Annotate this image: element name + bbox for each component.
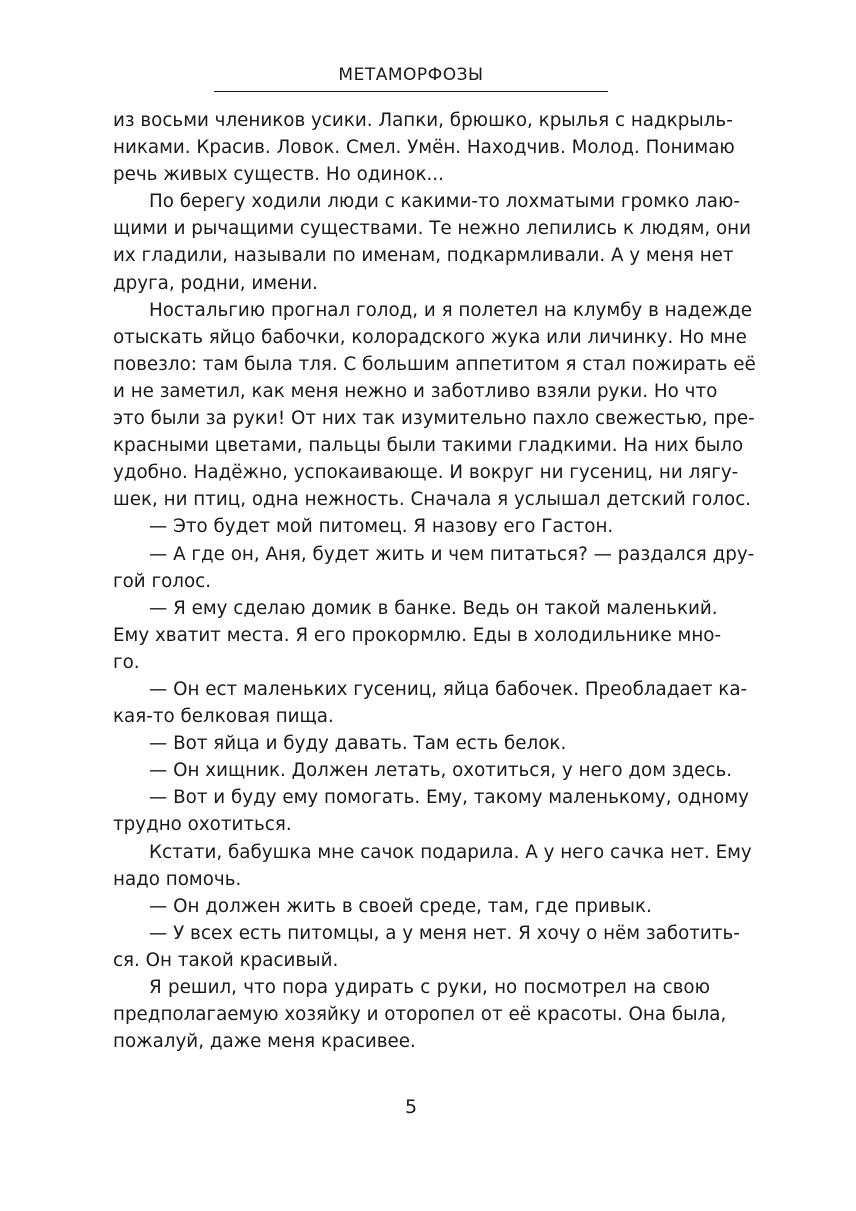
text-line: повезло: там была тля. С большим аппетитом я стал пожирать её [113, 353, 756, 375]
text-line: гой голос. [113, 570, 212, 592]
text-line: речь живых существ. Но одинок... [113, 164, 444, 186]
page-number: 5 [404, 1096, 418, 1118]
text-line: удобно. Надёжно, успокаивающе. И вокруг ни гусениц, ни лягу- [113, 462, 739, 484]
text-line: щими и рычащими существами. Те нежно лепились к людям, они [113, 218, 752, 240]
text-line: — А где он, Аня, будет жить и чем питаться? — раздался дру- [149, 543, 755, 565]
text-line: — Он ест маленьких гусениц, яйца бабочек. Преобладает ка- [149, 678, 748, 700]
header-rule [214, 91, 608, 92]
text-line: это были за руки! От них так изумительно пахло свежестью, пре- [113, 408, 755, 430]
text-line: Кстати, бабушка мне сачок подарила. А у него сачка нет. Ему [149, 841, 752, 863]
text-line: отыскать яйцо бабочки, колорадского жука или личинку. Но мне [113, 326, 747, 348]
text-line: друга, родни, имени. [113, 272, 318, 294]
text-line: Ему хватит места. Я его прокормлю. Еды в холодильнике мно- [113, 624, 722, 646]
text-line: По берегу ходили люди с какими-то лохматыми громко лаю- [149, 191, 740, 213]
text-line: трудно охотиться. [113, 814, 292, 836]
text-line: ся. Он такой красивый. [113, 949, 339, 971]
text-line: — У всех есть питомцы, а у меня нет. Я хочу о нём заботить- [149, 922, 740, 944]
text-line: — Вот и буду ему помогать. Ему, такому маленькому, одному [149, 787, 749, 809]
text-line: — Это будет мой питомец. Я назову его Гастон. [149, 516, 614, 538]
text-line: — Вот яйца и буду давать. Там есть белок. [149, 733, 567, 755]
text-line: надо помочь. [113, 868, 242, 890]
text-line: и не заметил, как меня нежно и заботливо взяли руки. Но что [113, 380, 718, 402]
text-line: предполагаемую хозяйку и оторопел от её красоты. Она была, [113, 1004, 727, 1026]
text-line: пожалуй, даже меня красивее. [113, 1031, 416, 1053]
text-line: кая-то белковая пища. [113, 706, 334, 728]
text-line: — Он хищник. Должен летать, охотиться, у него дом здесь. [149, 760, 733, 782]
text-line: Ностальгию прогнал голод, и я полетел на клумбу в надежде [149, 299, 753, 321]
body-text [113, 107, 756, 1055]
text-line: никами. Красив. Ловок. Смел. Умён. Находчив. Молод. Понимаю [113, 137, 735, 159]
text-line: Я решил, что пора удирать с руки, но посмотрел на свою [149, 977, 710, 998]
text-line: — Он должен жить в своей среде, там, где привык. [149, 895, 652, 917]
text-line: го. [113, 651, 140, 673]
running-title: МЕТАМОРФОЗЫ [338, 65, 484, 85]
text-line: из восьми члеников усики. Лапки, брюшко, крылья с надкрыль- [113, 110, 733, 131]
text-line: их гладили, называли по именам, подкармливали. А у меня нет [113, 245, 734, 267]
text-line: шек, ни птиц, одна нежность. Сначала я услышал детский голос. [113, 489, 752, 511]
text-line: красными цветами, пальцы были такими гладкими. На них было [113, 435, 744, 457]
text-line: — Я ему сделаю домик в банке. Ведь он такой маленький. [149, 597, 718, 619]
